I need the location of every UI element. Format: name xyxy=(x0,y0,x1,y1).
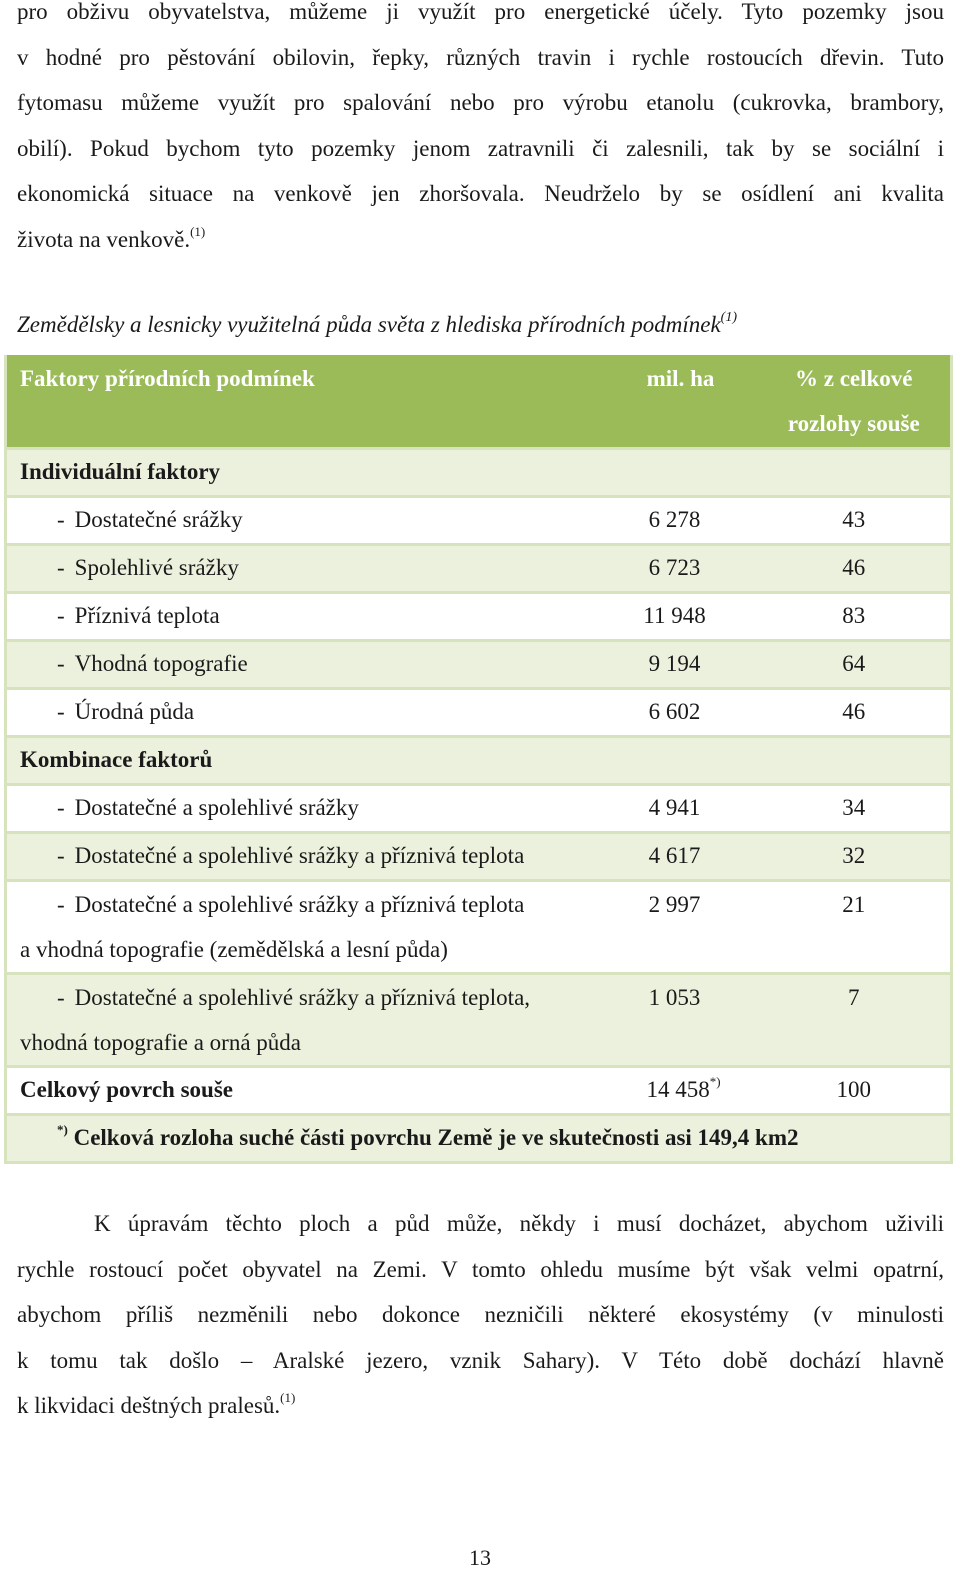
row-mil-ha: 11 948 xyxy=(604,592,758,640)
intro-line: pro obživu obyvatelstva, můžeme ji využít pro energetické účely. Tyto pozemky jsou xyxy=(17,0,944,24)
row-dash: - xyxy=(57,651,65,676)
row-percent: 46 xyxy=(758,688,952,736)
row-mil-ha: 2 997 xyxy=(604,880,758,973)
outro-paragraph xyxy=(17,1201,944,1429)
footnote-row xyxy=(6,1114,952,1162)
row-percent: 83 xyxy=(758,592,952,640)
row-label: Dostatečné a spolehlivé srážky xyxy=(74,795,359,820)
row-label-continued: a vhodná topografie (zemědělská a lesní půda) xyxy=(20,936,448,962)
row-label: Dostatečné srážky xyxy=(74,507,243,532)
row-label: Spolehlivé srážky xyxy=(74,555,239,580)
row-percent: 34 xyxy=(758,784,952,832)
header-percent-line2: rozlohy souše xyxy=(787,411,920,436)
table-header-row xyxy=(6,355,952,448)
table-row xyxy=(6,784,952,832)
citation-ref: (1) xyxy=(720,310,737,325)
row-label-continued: vhodná topografie a orná půda xyxy=(20,1029,302,1055)
intro-line: života na venkově. xyxy=(17,226,191,252)
outro-line: K úpravám těchto ploch a půd může, někdy i musí docházet, abychom uživili xyxy=(94,1211,944,1236)
row-percent: 43 xyxy=(758,496,952,544)
group-label: Kombinace faktorů xyxy=(6,736,952,784)
outro-line: rychle rostoucí počet obyvatel na Zemi. V tomto ohledu musíme být však velmi opatrní, xyxy=(17,1256,944,1282)
row-percent: 21 xyxy=(758,880,952,973)
header-factors: Faktory přírodních podmínek xyxy=(6,355,604,448)
row-mil-ha: 6 278 xyxy=(604,496,758,544)
group-row-combination xyxy=(6,736,952,784)
table-row xyxy=(6,832,952,880)
row-percent: 64 xyxy=(758,640,952,688)
row-mil-ha: 4 941 xyxy=(604,784,758,832)
row-label: Vhodná topografie xyxy=(74,651,248,676)
outro-line: abychom příliš nezměnili nebo dokonce nezničili některé ekosystémy (v minulosti xyxy=(17,1302,944,1327)
row-dash: - xyxy=(57,891,65,917)
row-mil-ha: 6 723 xyxy=(604,544,758,592)
total-percent: 100 xyxy=(758,1066,952,1114)
header-percent xyxy=(758,355,952,448)
table-row xyxy=(6,880,952,973)
total-label: Celkový povrch souše xyxy=(6,1066,604,1114)
row-mil-ha: 9 194 xyxy=(604,640,758,688)
row-label: Dostatečné a spolehlivé srážky a příznivá teplota, xyxy=(74,984,531,1010)
row-label: Dostatečné a spolehlivé srážky a příznivá teplota xyxy=(74,891,525,917)
row-percent: 32 xyxy=(758,832,952,880)
row-label: Úrodná půda xyxy=(74,699,195,724)
row-dash: - xyxy=(57,795,65,820)
table-row xyxy=(6,544,952,592)
row-dash: - xyxy=(57,603,65,628)
footnote-text: Celková rozloha suché části povrchu Země je ve skutečnosti asi 149,4 km2 xyxy=(73,1125,799,1150)
row-label: Dostatečné a spolehlivé srážky a příznivá teplota xyxy=(74,843,525,868)
outro-line-last xyxy=(17,1383,944,1429)
intro-line: fytomasu můžeme využít pro spalování nebo pro výrobu etanolu (cukrovka, brambory, xyxy=(17,90,944,115)
citation-ref: (1) xyxy=(280,1390,296,1405)
row-mil-ha: 1 053 xyxy=(604,973,758,1066)
group-row-individual xyxy=(6,448,952,496)
header-mil-ha: mil. ha xyxy=(604,355,758,448)
row-mil-ha: 4 617 xyxy=(604,832,758,880)
total-row xyxy=(6,1066,952,1114)
row-dash: - xyxy=(57,984,65,1010)
footnote-mark: *) xyxy=(709,1074,721,1089)
row-label: Příznivá teplota xyxy=(74,603,220,628)
outro-line: k likvidaci deštných pralesů. xyxy=(17,1393,281,1418)
row-dash: - xyxy=(57,507,65,532)
table-row xyxy=(6,592,952,640)
intro-line: v hodné pro pěstování obilovin, řepky, různých travin i rychle rostoucích dřevin. Tuto xyxy=(17,44,944,70)
table-row xyxy=(6,688,952,736)
intro-paragraph xyxy=(17,0,944,262)
row-dash: - xyxy=(57,699,65,724)
footnote-mark: *) xyxy=(57,1122,68,1137)
outro-line: k tomu tak došlo – Aralské jezero, vznik Sahary). V Této době dochází hlavně xyxy=(17,1347,944,1373)
group-label: Individuální faktory xyxy=(6,448,952,496)
intro-line-last xyxy=(17,217,944,263)
total-mil-ha: 14 458 xyxy=(646,1077,710,1102)
page-number: 13 xyxy=(469,1545,491,1570)
table-row xyxy=(6,640,952,688)
soil-factors-table xyxy=(4,355,953,1164)
row-dash: - xyxy=(57,843,65,868)
intro-line: obilí). Pokud bychom tyto pozemky jenom zatravnili či zalesnili, tak by se sociální i xyxy=(17,135,944,161)
row-mil-ha: 6 602 xyxy=(604,688,758,736)
row-dash: - xyxy=(57,555,65,580)
table-caption-text: Zemědělsky a lesnicky využitelná půda světa z hlediska přírodních podmínek xyxy=(17,312,721,337)
table-caption xyxy=(17,305,737,345)
row-percent: 7 xyxy=(758,973,952,1066)
intro-line: ekonomická situace na venkově jen zhoršovala. Neudrželo by se osídlení ani kvalita xyxy=(17,181,944,206)
row-percent: 46 xyxy=(758,544,952,592)
header-percent-line1: % z celkové xyxy=(794,366,913,391)
table-row xyxy=(6,496,952,544)
citation-ref: (1) xyxy=(190,223,206,239)
table-row xyxy=(6,973,952,1066)
